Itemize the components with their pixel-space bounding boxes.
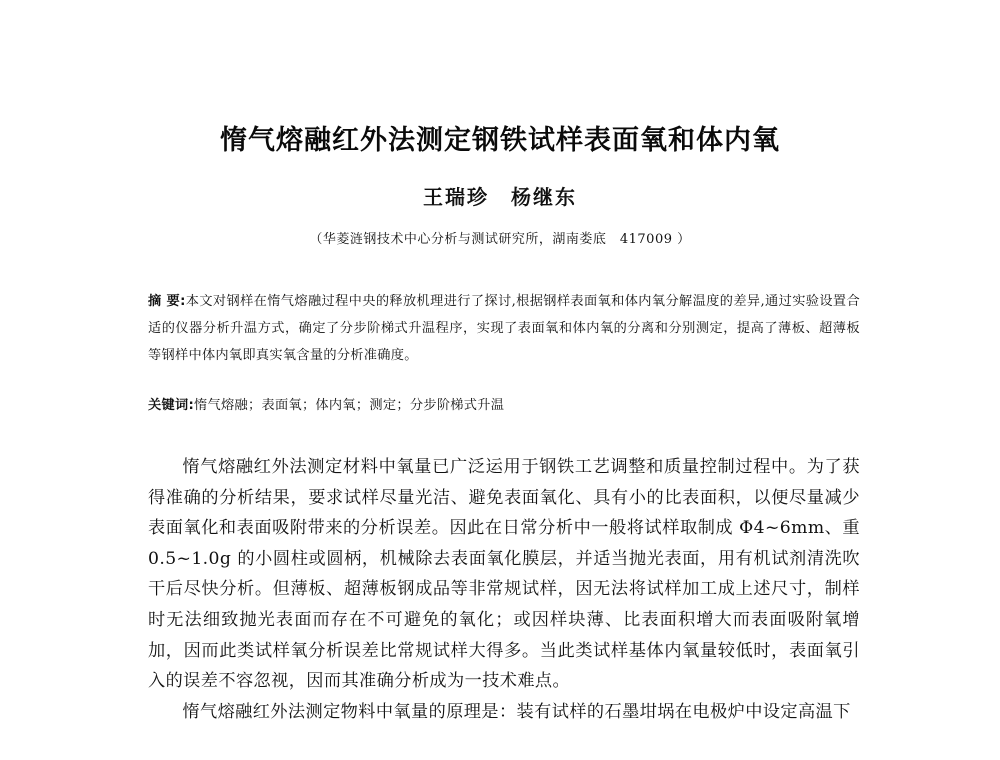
abstract-label: 摘 要: (148, 294, 186, 309)
body-text (148, 452, 860, 727)
abstract-text: 本文对钢样在惰气熔融过程中央的释放机理进行了探讨,根据钢样表面氧和体内氧分解温度的差异,通过实验设置合适的仪器分析升温方式，确定了分步阶梯式升温程序，实现了表面氧和体内氧的分离和分别测定，提高了薄板、超薄板等钢样中体内氧即真实氧含量的分析准确度。 (148, 294, 860, 363)
keywords-text: 惰气熔融；表面氧；体内氧；测定；分步阶梯式升温 (194, 398, 505, 413)
abstract (148, 288, 860, 369)
keywords-label: 关键词: (148, 398, 195, 413)
body-paragraph: 惰气熔融红外法测定物料中氧量的原理是：装有试样的石墨坩埚在电极炉中设定高温下 (182, 701, 851, 722)
paper-title: 惰气熔融红外法测定钢铁试样表面氧和体内氧 (220, 125, 780, 156)
paper-authors: 王瑞珍 杨继东 (423, 185, 577, 209)
author-affiliation: （华菱涟钢技术中心分析与测试研究所，湖南娄底 417009 ） (309, 232, 691, 247)
body-paragraph: 惰气熔融红外法测定材料中氧量已广泛运用于钢铁工艺调整和质量控制过程中。为了获得准确的分析结果，要求试样尽量光洁、避免表面氧化、具有小的比表面积，以便尽量减少表面氧化和表面吸附带来的分析误差。因此在日常分析中一般将试样取制成 Φ4~6mm、重0.5~1.0g 的小圆柱或圆柄，机械除去表面氧化膜层，并适当抛光表面，用有机试剂清洗吹干后尽快分析。但薄板、超薄板钢成品等非常规试样，因无法将试样加工成上述尺寸，制样时无法细致抛光表面而存在不可避免的氧化；或因样块薄、比表面积增大而表面吸附氧增加，因而此类试样氧分析误差比常规试样大得多。当此类试样基体内氧量较低时，表面氧引入的误差不容忽视，因而其准确分析成为一技术难点。 (148, 457, 860, 692)
keywords (148, 396, 860, 416)
